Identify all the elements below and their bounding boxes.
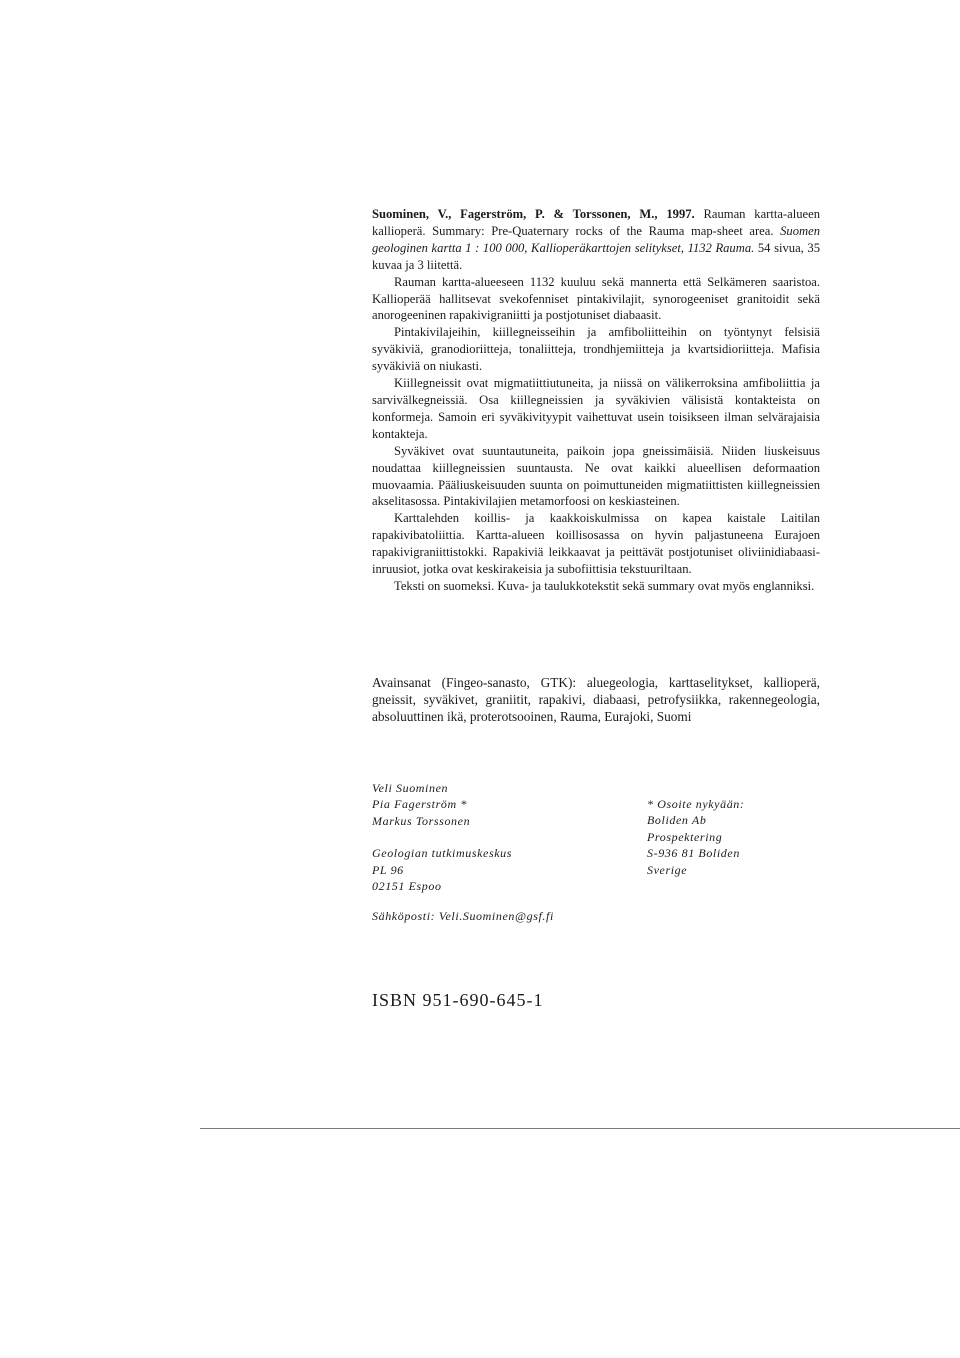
abstract-paragraph-3: Kiillegneissit ovat migmatiittiutuneita, ja niissä on välikerroksina amfiboliittia ja sarvivälkegneissiä. Osa kiillegneissien ja syväkivien välisistä kontakteista on konformeja. Samoin eri syväkivityypit vaihettuvat usein toisikseen ilman selvärajaisia kontakteja. — [372, 376, 820, 441]
abstract-paragraph-6: Teksti on suomeksi. Kuva- ja taulukkotekstit sekä summary ovat myös englanniksi. — [394, 578, 815, 593]
current-address-line: S-936 81 Boliden — [647, 846, 740, 861]
abstract-paragraph-5: Karttalehden koillis- ja kaakkoiskulmissa on kapea kaistale Laitilan rapakivibatoliittia. Kartta-alueen koillisosassa on hyvin paljastuneena Eurajoen rapakivigraniittistokki. Rapakiviä leikkaavat ja peittävät postjotuniset oliviinidiabaasi-inruusiot, jotka ovat keskirakeisia ja subofiittisia tekstuuriltaan. — [372, 511, 820, 577]
abstract-paragraph-4: Syväkivet ovat suuntautuneita, paikoin jopa gneissimäisiä. Niiden liuskeisuus noudattaa kiillegneissien suuntausta. Ne ovat kaikki alueellisen deformaation muovaamia. Pääliuskeisuuden suunta on poimuttuneiden migmatiittisten kiillegneissien akselitasossa. Pintakivilajien metamorfoosi on keskiasteinen. — [372, 443, 820, 509]
current-address-line: Boliden Ab — [647, 813, 707, 828]
citation-title: Rauman kartta-alueen kallioperä. Summary: Pre-Quaternary rocks of the Rauma map-sheet area. — [372, 207, 820, 238]
abstract-paragraph-1: Rauman kartta-alueeseen 1132 kuuluu sekä mannerta että Selkämeren saaristoa. Kallioperää hallitsevat svekofenniset pintakivilajit, synorogeeniset granitoidit sekä anorogeeninen rapakivigraniitti ja postjotuniset diabaasit. — [372, 274, 820, 323]
current-address-block — [647, 796, 745, 878]
citation-authors: Suominen, V., Fagerström, P. & Torssonen, M., 1997. — [372, 207, 695, 221]
institution-postcode-city: 02151 Espoo — [372, 879, 442, 894]
citation-series: Suomen geologinen kartta 1 : 100 000, Kallioperäkarttojen selitykset, 1132 Rauma. — [372, 223, 820, 255]
citation-pages: 54 sivua, 35 kuvaa ja 3 liitettä. — [372, 240, 820, 272]
keywords-paragraph: Avainsanat (Fingeo-sanasto, GTK): aluegeologia, karttaselitykset, kallioperä, gneissit, syväkivet, graniitit, rapakivi, diabaasi, petrofysiikka, rakennegeologia, absoluuttinen ikä, proterotsooinen, Rauma, Eurajoki, Suomi — [372, 675, 820, 725]
page-edge-line — [200, 1128, 960, 1129]
citation — [372, 206, 820, 274]
current-address-heading: * Osoite nykyään: — [647, 797, 745, 811]
institution-po-box: PL 96 — [372, 862, 404, 877]
current-address-line: Sverige — [647, 862, 688, 877]
author-name: Markus Torssonen — [372, 813, 471, 828]
author-address-block — [372, 780, 512, 894]
abstract-paragraph-2: Pintakivilajeihin, kiillegneisseihin ja amfiboliitteihin on työntynyt felsisiä syväkiviä, granodioriitteja, tonaliitteja, trondhjemiitteja ja kvartsidioriitteja. Mafisia syväkiviä on niukasti. — [372, 325, 820, 374]
author-name: Pia Fagerström * — [372, 797, 467, 812]
isbn: ISBN 951-690-645-1 — [372, 990, 544, 1010]
current-address-line: Prospektering — [647, 829, 723, 844]
abstract-block — [372, 206, 820, 595]
email-line: Sähköposti: Veli.Suominen@gsf.fi — [372, 909, 554, 923]
institution-name: Geologian tutkimuskeskus — [372, 846, 513, 861]
author-name: Veli Suominen — [372, 781, 449, 795]
